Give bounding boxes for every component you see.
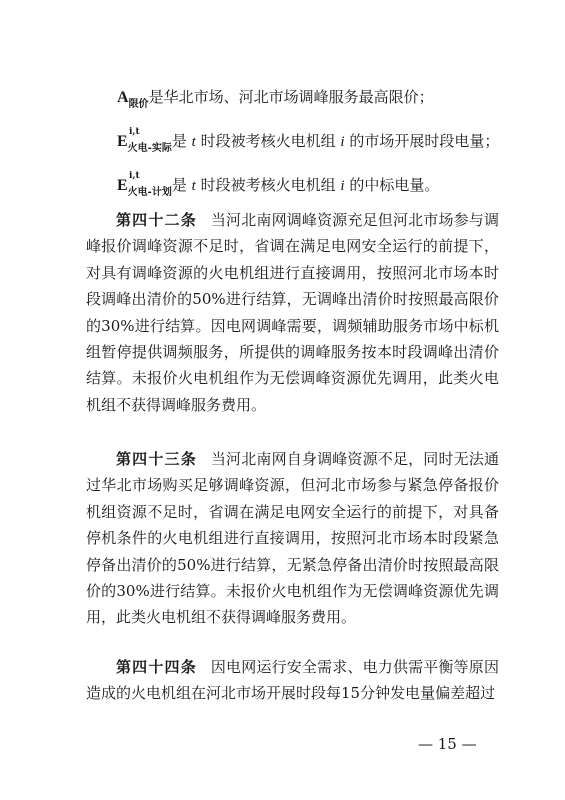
symbol-superscript: i,t [129, 171, 140, 181]
article-title: 第四十二条 [116, 211, 197, 229]
symbol-e: E [117, 133, 128, 150]
definition-text: 是 [171, 176, 187, 194]
definition-a-limit [117, 86, 434, 116]
page-number: — 15 — [418, 735, 477, 753]
definition-e-plan [117, 171, 440, 204]
symbol-subscript: 火电-计划 [127, 187, 172, 198]
article-42 [86, 207, 499, 418]
article-body: 因电网运行安全需求、电力供需平衡等原因造成的火电机组在河北市场开展时段每15分钟发电量偏差超过 [86, 658, 499, 703]
article-body: 当河北南网调峰资源充足但河北市场参与调峰报价调峰资源不足时，省调在满足电网安全运行的前提下，对具有调峰资源的火电机组进行直接调用，按照河北市场本时段调峰出清价的50%进行结算，无调峰出清价时按照最高限价的30%进行结算。因电网调峰需要，调频辅助服务市场中标机组暂停提供调频服务，所提供的调峰服务按本时段调峰出清价结算。未报价火电机组作为无偿调峰资源优先调用，此类火电机组不获得调峰服务费用。 [86, 211, 499, 414]
variable-t: t [191, 134, 196, 150]
article-43 [86, 446, 499, 631]
symbol-superscript: i,t [129, 127, 140, 137]
article-title: 第四十四条 [116, 658, 197, 676]
definition-text: 的中标电量。 [349, 176, 440, 194]
symbol-e: E [117, 177, 128, 194]
definition-text: 是 [171, 132, 187, 150]
article-body: 当河北南网自身调峰资源不足，同时无法通过华北市场购买足够调峰资源，但河北市场参与紧急停备报价机组资源不足时，省调在满足电网安全运行的前提下，对具备停机条件的火电机组进行直接调用，按照河北市场本时段紧急停备出清价的50%进行结算，无紧急停备出清价时按照最高限价的30%进行结算。未报价火电机组作为无偿调峰资源优先调用，此类火电机组不获得调峰服务费用。 [86, 450, 499, 627]
variable-i: i [340, 134, 345, 150]
definition-text: 的市场开展时段电量； [349, 132, 500, 150]
article-title: 第四十三条 [116, 450, 197, 468]
definition-e-actual [117, 127, 500, 160]
variable-i: i [340, 178, 345, 194]
definition-text: 时段被考核火电机组 [200, 176, 336, 194]
article-44 [86, 654, 499, 707]
symbol-subscript: 限价 [128, 99, 149, 110]
symbol-a: A [117, 89, 129, 106]
definition-text: 时段被考核火电机组 [200, 132, 336, 150]
variable-t: t [191, 178, 196, 194]
definition-text: 是华北市场、河北市场调峰服务最高限价； [148, 88, 434, 106]
symbol-subscript: 火电-实际 [127, 143, 172, 154]
